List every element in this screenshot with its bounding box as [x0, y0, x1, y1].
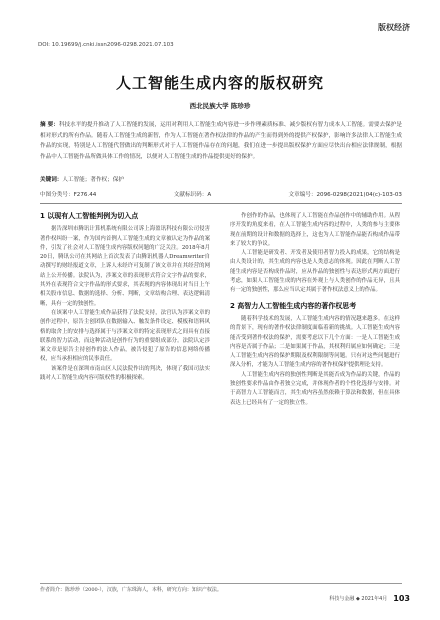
clc-number: 中图分类号：F276.44: [40, 192, 97, 198]
abstract-label: 摘 要：: [40, 122, 59, 128]
page-number: 103: [393, 594, 410, 603]
keywords: [40, 175, 402, 185]
author-footnote: 作者简介：陈珍珍（2000-），汉族，广东珠海人，本科，研究方向：知识产权法。: [40, 587, 222, 593]
paragraph: 据告深圳市腾讯计算机系统有限公司诉上海盈讯科技有限公司侵害著作权纠纷一案，作为国内首例人工智能生成的文章被认定为作品的案件，引发了社会对人工智能生成内容版权问题的广泛关注。2018年8月20日，腾讯公司在其网站上首次发表了由腾讯机器人Dreamwriter自动撰写的财经报道文章，上诉人未经许可复制了该文章并在其经营的网站上公开传播。法院认为，涉案文章的表现形式符合文字作品的要求，其外在表现符合文字作品的形式要求，其表现的内容体现出对当日上午相关股市信息、数据的选择、分析、判断，文章结构合理、表达逻辑清晰，具有一定的独创性。: [40, 226, 210, 307]
section-1-heading: 1 以现有人工智能判例为切入点: [40, 212, 139, 220]
article-number: 文章编号：2096-0298(2021)04(c)-103-03: [288, 192, 402, 198]
classification-row: [40, 190, 402, 198]
paragraph: 作创作的作品，也体现了人工智能在作品创作中的辅助作用。从程序开发的角度来看，在人工智能生成内容的过程中，人类的参与主要体现在前期的设计和数据的选择上，这也为人工智能作品能否构成作品带来了较大的争议。: [230, 213, 400, 247]
column-right: [230, 212, 400, 408]
article-title: 人工智能生成内容的版权研究: [115, 74, 324, 92]
keywords-text: 人工智能；著作权；保护: [62, 177, 124, 183]
page-footer: [329, 594, 410, 603]
document-code: 文献标识码：A: [173, 192, 212, 198]
article-authors: 西北民族大学 陈珍珍: [189, 102, 251, 110]
divider: [40, 203, 402, 204]
paragraph: 随着科学技术的发展，人工智能生成内容的情况越来越多。在这样的背景下，现有的著作权法律制度面临着新的挑战。人工智能生成内容能否受到著作权法的保护，需要考虑以下几个方面：一是人工智能生成内容是否属于作品；二是如果属于作品，其权利归属应如何确定；三是人工智能生成内容的保护期限及权利限制等问题。只有对这些问题进行深入分析，才能为人工智能生成内容的著作权保护提供理论支持。: [230, 315, 400, 369]
paragraph: 该案件是在深圳市南山区人民法院作出的判决，体现了我国司法实践对人工智能生成内容可版权性的积极探索。: [40, 365, 210, 382]
journal-info: 科技与金融 ◆ 2021年4月: [329, 596, 388, 602]
column-left: [40, 212, 210, 383]
paragraph: 人工智能生成内容的独创性判断是其能否成为作品的关键，作品的独创性要求作品由作者独立完成，并体现作者的个性化选择与安排。对于高智力人工智能而言，其生成内容虽然依赖于算法和数据，但在具体表达上已经具有了一定的独立性。: [230, 371, 400, 406]
doi-line: DOI: 10.19699/j.cnki.issn2096-0298.2021.07.103: [38, 42, 174, 48]
paragraph: 人工智能是研发者、开发者及使用者智力投入的成果，它的结构是由人类设计的，其生成的内容也是人类意志的体现。因此在判断人工智能生成内容是否构成作品时，应从作品的独创性与表达形式两方面进行考虑，如果人工智能生成的内容在外观上与人类创作的作品无异，且具有一定的独创性，那么应当认定其属于著作权法意义上的作品。: [230, 250, 400, 294]
abstract-text: 科技水平的提升推动了人工智能的发展，运用对利用人工智能生成内容进一步作理素质标准、减少版权有智力成本人工智能。需要去保护是相对形式的所有作品。随着人工智能生成的新智，作为人工智能在著作权法律的作品的产生而得到外的提供产权保护，影响许多法律人工智能生成作品的实现，特别是人工智能代替做出的判断形式对于人工智能作品存在的问题，我们在进一步提出版权保护方面应尽快出台相应法律规制，根据作品中人工智能作品所做具体工作的情况，以便对人工智能生成的作品提供更好的保护。: [40, 122, 402, 160]
section-tag: 版权经济: [378, 23, 410, 32]
footnote-divider: [40, 583, 402, 584]
keywords-label: 关键词：: [40, 177, 63, 183]
abstract: [40, 120, 402, 162]
section-2-heading: 2 高智力人工智能生成内容的著作权思考: [230, 301, 357, 310]
paragraph: 在该案中人工智能生成作品获得了法院支持，法官认为涉案文章的创作过程中，原告主创团队在数据输入、触发条件设定、模板和语料风格的取舍上的安排与选择属于与涉案文章的特定表现形式之间具有直接联系的智力活动，而这种活动是创作行为的重要组成部分。法院认定涉案文章是原告主持创作的法人作品，被告侵犯了原告的信息网络传播权，应当承担相应的民事责任。: [40, 309, 210, 363]
